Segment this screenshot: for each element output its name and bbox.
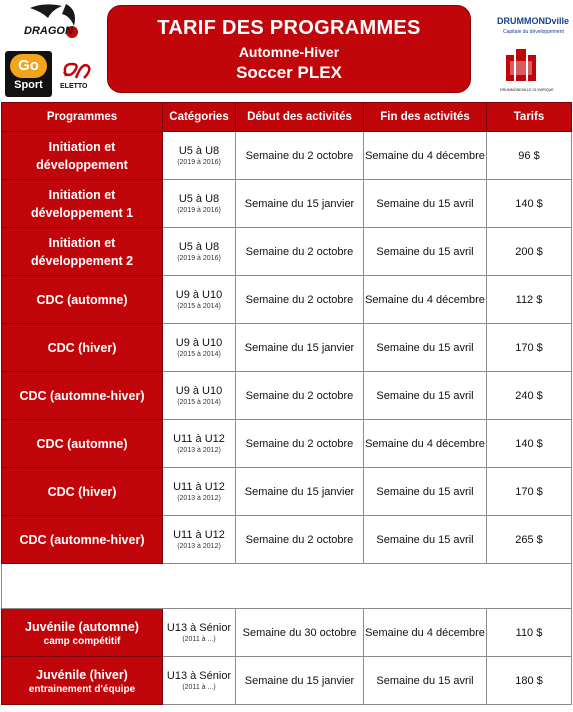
program-cell: [2, 516, 163, 564]
category-cell: [163, 180, 236, 228]
birth-years: (2019 à 2016): [177, 254, 221, 262]
birth-years: (2013 à 2012): [177, 494, 221, 502]
table-row: [2, 372, 572, 420]
start-date-cell: Semaine du 2 octobre: [236, 228, 364, 276]
price-cell: 170 $: [487, 468, 572, 516]
gosport-sport: Sport: [14, 79, 43, 91]
program-name: CDC (hiver): [47, 340, 117, 355]
program-cell: [2, 276, 163, 324]
svg-text:Capitale du développement: Capitale du développement: [503, 29, 564, 35]
program-cell: [2, 372, 163, 420]
end-date-cell: Semaine du 15 avril: [364, 516, 487, 564]
category-cell: [163, 468, 236, 516]
column-header-categories: Catégories: [163, 103, 236, 132]
category-label: U5 à U8: [178, 192, 220, 205]
category-cell: [163, 324, 236, 372]
category-cell: [163, 372, 236, 420]
program-cell: [2, 468, 163, 516]
start-date-cell: Semaine du 30 octobre: [236, 609, 364, 657]
start-date-cell: Semaine du 2 octobre: [236, 276, 364, 324]
header: [0, 0, 573, 100]
table-row: [2, 657, 572, 705]
table-header-row: [2, 103, 572, 132]
program-name: CDC (hiver): [47, 484, 117, 499]
category-label: U5 à U8: [178, 144, 220, 157]
price-cell: 180 $: [487, 657, 572, 705]
eletto-logo: [58, 58, 98, 92]
price-cell: 140 $: [487, 180, 572, 228]
end-date-cell: Semaine du 4 décembre: [364, 276, 487, 324]
program-name: Juvénile (automne): [25, 619, 139, 634]
table-row: [2, 228, 572, 276]
end-date-cell: Semaine du 4 décembre: [364, 132, 487, 180]
table-row: [2, 180, 572, 228]
column-header-programs: Programmes: [2, 103, 163, 132]
program-name: CDC (automne-hiver): [19, 388, 145, 403]
program-subtitle: camp compétitif: [43, 635, 121, 647]
category-cell: [163, 132, 236, 180]
end-date-cell: Semaine du 15 avril: [364, 228, 487, 276]
column-header-start: Début des activités: [236, 103, 364, 132]
category-label: U9 à U10: [175, 336, 223, 349]
birth-years: (2019 à 2016): [177, 206, 221, 214]
table-row: [2, 468, 572, 516]
program-name: Juvénile (hiver): [36, 667, 128, 682]
price-cell: 140 $: [487, 420, 572, 468]
title-banner: [107, 5, 471, 93]
category-label: U9 à U10: [175, 288, 223, 301]
program-cell: [2, 132, 163, 180]
birth-years: (2013 à 2012): [177, 446, 221, 454]
end-date-cell: Semaine du 4 décembre: [364, 609, 487, 657]
spacer-row: [2, 564, 572, 609]
price-table: [1, 102, 572, 705]
category-cell: [163, 420, 236, 468]
birth-years: (2015 à 2014): [177, 398, 221, 406]
price-cell: 110 $: [487, 609, 572, 657]
start-date-cell: Semaine du 15 janvier: [236, 657, 364, 705]
gosport-go: Go: [10, 54, 47, 78]
category-cell: [163, 657, 236, 705]
venue-label: Soccer PLEX: [236, 63, 342, 82]
program-name: CDC (automne): [36, 292, 128, 307]
column-header-end: Fin des activités: [364, 103, 487, 132]
end-date-cell: Semaine du 4 décembre: [364, 420, 487, 468]
end-date-cell: Semaine du 15 avril: [364, 372, 487, 420]
program-subtitle: entrainement d'équipe: [28, 683, 136, 695]
birth-years: (2013 à 2012): [177, 542, 221, 550]
category-label: U13 à Sénior: [166, 669, 232, 682]
program-name: Initiation et développement: [36, 139, 128, 172]
end-date-cell: Semaine du 15 avril: [364, 657, 487, 705]
olympique-logo: [500, 47, 554, 95]
category-cell: [163, 228, 236, 276]
start-date-cell: Semaine du 2 octobre: [236, 372, 364, 420]
page-title: TARIF DES PROGRAMMES: [157, 17, 421, 39]
start-date-cell: Semaine du 15 janvier: [236, 324, 364, 372]
start-date-cell: Semaine du 15 janvier: [236, 180, 364, 228]
end-date-cell: Semaine du 15 avril: [364, 180, 487, 228]
category-label: U9 à U10: [175, 384, 223, 397]
price-cell: 265 $: [487, 516, 572, 564]
category-label: U5 à U8: [178, 240, 220, 253]
table-body: [2, 132, 572, 705]
table-row: [2, 132, 572, 180]
column-header-price: Tarifs: [487, 103, 572, 132]
table-row: [2, 276, 572, 324]
start-date-cell: Semaine du 15 janvier: [236, 468, 364, 516]
program-name: Initiation et développement 2: [30, 235, 134, 268]
dragon-logo: [22, 2, 82, 48]
svg-text:DRUMMONDville: DRUMMONDville: [497, 16, 570, 26]
category-cell: [163, 276, 236, 324]
birth-years: (2015 à 2014): [177, 350, 221, 358]
table-row: [2, 324, 572, 372]
season-label: Automne-Hiver: [238, 44, 340, 60]
gosport-logo: [5, 51, 52, 97]
program-cell: [2, 228, 163, 276]
svg-text:DRUMMONDVILLE OLYMPIQUE: DRUMMONDVILLE OLYMPIQUE: [500, 88, 554, 92]
end-date-cell: Semaine du 15 avril: [364, 468, 487, 516]
category-cell: [163, 516, 236, 564]
category-label: U11 à U12: [173, 528, 225, 541]
birth-years: (2015 à 2014): [177, 302, 221, 310]
spacer-cell: [2, 564, 572, 609]
svg-text:ELETTO: ELETTO: [60, 83, 88, 90]
category-label: U13 à Sénior: [166, 621, 232, 634]
price-cell: 112 $: [487, 276, 572, 324]
price-cell: 96 $: [487, 132, 572, 180]
birth-years: (2019 à 2016): [177, 158, 221, 166]
start-date-cell: Semaine du 2 octobre: [236, 132, 364, 180]
category-cell: [163, 609, 236, 657]
program-name: CDC (automne): [36, 436, 128, 451]
end-date-cell: Semaine du 15 avril: [364, 324, 487, 372]
start-date-cell: Semaine du 2 octobre: [236, 516, 364, 564]
program-cell: [2, 180, 163, 228]
category-label: U11 à U12: [173, 432, 225, 445]
drummondville-logo: [497, 10, 570, 40]
program-cell: [2, 420, 163, 468]
price-cell: 170 $: [487, 324, 572, 372]
birth-years: (2011 à ...): [182, 683, 216, 691]
table-row: [2, 609, 572, 657]
program-cell: [2, 324, 163, 372]
program-cell: [2, 609, 163, 657]
table-row: [2, 420, 572, 468]
birth-years: (2011 à ...): [182, 635, 216, 643]
program-cell: [2, 657, 163, 705]
category-label: U11 à U12: [173, 480, 225, 493]
price-cell: 240 $: [487, 372, 572, 420]
start-date-cell: Semaine du 2 octobre: [236, 420, 364, 468]
price-cell: 200 $: [487, 228, 572, 276]
table-row: [2, 516, 572, 564]
program-name: Initiation et développement 1: [30, 187, 134, 220]
program-name: CDC (automne-hiver): [19, 532, 145, 547]
svg-text:DRAGON: DRAGON: [24, 25, 73, 37]
